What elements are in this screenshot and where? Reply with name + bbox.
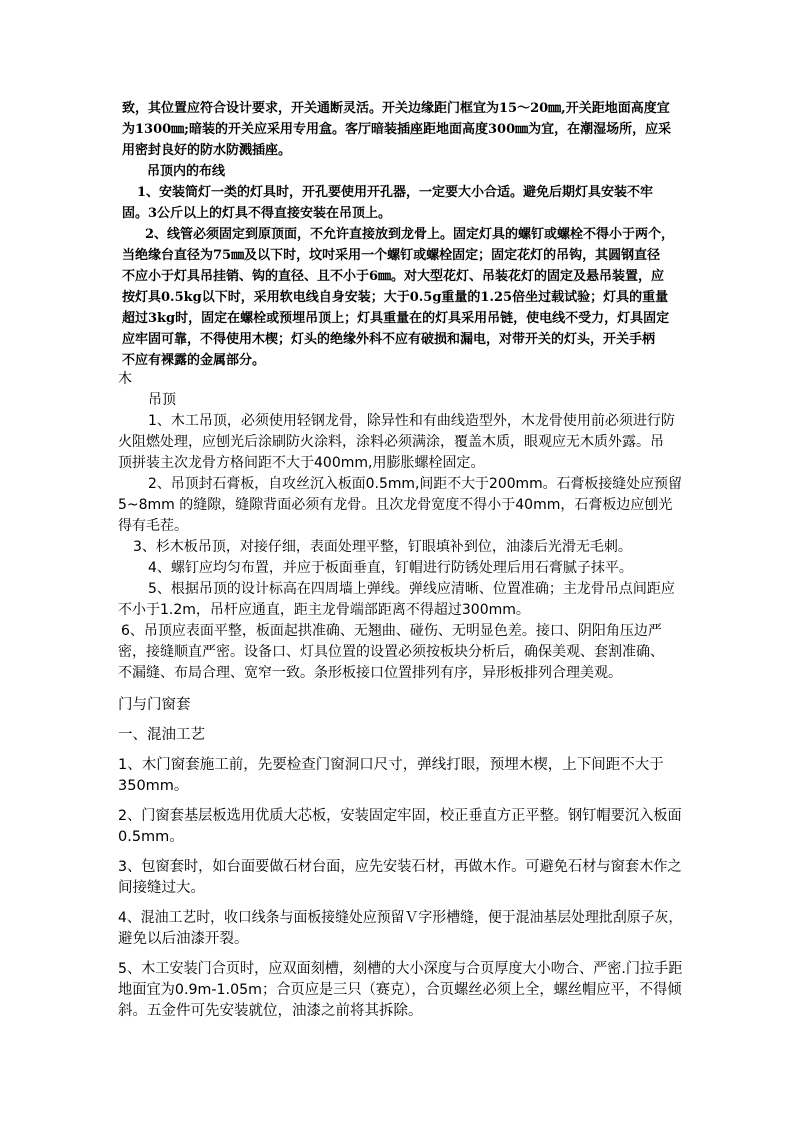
paragraph-line: 固。3公斤以上的灯具不得直接安装在吊顶上。 bbox=[122, 206, 392, 221]
paragraph-line: 应牢固可靠，不得使用木楔；灯头的绝缘外科不应有破损和漏电，对带开关的灯头，开关手柄 bbox=[122, 332, 656, 347]
paragraph-line: 3、杉木板吊顶，对接仔细，表面处理平整，钉眼填补到位，油漆后光滑无毛刺。 bbox=[133, 539, 632, 555]
paragraph-line: 不小于1.2m，吊杆应通直，距主龙骨端部距离不得超过300mm。 bbox=[118, 602, 530, 618]
list-item-line: 间接缝过大。 bbox=[118, 880, 205, 896]
section-title: 门与门窗套 bbox=[118, 697, 191, 713]
list-item-line: 地面宜为0.9m-1.05m；合页应是三只（赛克），合页螺丝必须上全，螺丝帽应平，不得倾 bbox=[118, 982, 682, 998]
paragraph-line: 按灯具0.5kg以下时，采用软电线自身安装；大于0.5g重量的1.25倍坐过载试验；灯具的重量 bbox=[122, 290, 669, 305]
list-item-line: 5、木工安装门合页时，应双面刻槽，刻槽的大小深度与合页厚度大小吻合、严密.门拉手距 bbox=[118, 961, 683, 977]
paragraph-line: 为1300㎜;暗装的开关应采用专用盒。客厅暗装插座距地面高度300㎜为宜，在潮湿场所，应采 bbox=[122, 122, 672, 137]
paragraph-line: 4、螺钉应均匀布置，并应于板面垂直，钉帽进行防锈处理后用石膏腻子抹平。 bbox=[148, 560, 633, 576]
section-heading: 吊顶内的布线 bbox=[147, 164, 226, 179]
paragraph-line: 5、根据吊顶的设计标高在四周墙上弹线。弹线应清晰、位置准确；主龙骨吊点间距应 bbox=[148, 581, 675, 597]
paragraph-line: 当绝缘台直径为75㎜及以下时，坟吋采用一个螺钉或螺栓固定；固定花灯的吊钩，其圆钢直径 bbox=[122, 248, 661, 263]
paragraph-line: 6、吊顶应表面平整，板面起拱准确、无翘曲、碰伤、无明显色差。接口、阴阳角压边严 bbox=[121, 623, 662, 639]
paragraph-line: 5~8mm 的缝隙，缝隙背面必须有龙骨。且次龙骨宽度不得小于40mm，石膏板边应刨光 bbox=[118, 497, 673, 513]
paragraph-line: 1、木工吊顶，必须使用轻钢龙骨，除异性和有曲线造型外，木龙骨使用前必须进行防 bbox=[148, 413, 675, 429]
list-item-line: 3、包窗套时，如台面要做石材台面，应先安装石材，再做木作。可避免石材与窗套木作之 bbox=[118, 859, 682, 875]
paragraph-line: 致，其位置应符合设计要求，开关通断灵活。开关边缘距门框宜为15～20㎜,开关距地面高度宜 bbox=[122, 101, 670, 116]
list-item-line: 0.5mm。 bbox=[118, 829, 184, 845]
paragraph-line: 顶拼装主次龙骨方格间距不大于400mm,用膨胀螺栓固定。 bbox=[118, 455, 485, 471]
paragraph-line: 得有毛茬。 bbox=[118, 518, 188, 534]
paragraph-line: 1、安装筒灯一类的灯具时，开孔要使用开孔器，一定要大小合适。避免后期灯具安装不牢 bbox=[137, 185, 654, 200]
list-item-line: 350mm。 bbox=[118, 778, 189, 794]
section-subtitle: 一、混油工艺 bbox=[118, 727, 205, 743]
list-item-line: 4、混油工艺时，收口线条与面板接缝处应预留Ｖ字形槽缝，便于混油基层处理批刮原子灰， bbox=[118, 910, 683, 926]
paragraph-line: 超过3kg时，固定在螺栓或预埋吊顶上；灯具重量在的灯具采用吊链，使电线不受力，灯具固定 bbox=[122, 311, 670, 326]
paragraph-line: 密，接缝顺直严密。设备口、灯具位置的设置必须按板块分析后，确保美观、套割准确、 bbox=[118, 644, 664, 660]
paragraph-line: 火阻燃处理，应刨光后涂刷防火涂料，涂料必须满涂，覆盖木质，眼观应无木质外露。吊 bbox=[118, 434, 664, 450]
paragraph-line: 不漏缝、布局合理、宽窄一致。条形板接口位置排列有序，异形板排列合理美观。 bbox=[118, 665, 622, 681]
list-item-line: 2、门窗套基层板选用优质大芯板，安装固定牢固，校正垂直方正平整。钢钉帽要沉入板面 bbox=[118, 808, 682, 824]
list-item-line: 1、木门窗套施工前，先要检查门窗洞口尺寸，弹线打眼，预埋木楔，上下间距不大于 bbox=[118, 757, 664, 773]
paragraph-line: 不应有裸露的金属部分。 bbox=[122, 353, 266, 368]
list-item-line: 避免以后油漆开裂。 bbox=[118, 931, 249, 947]
paragraph-line: 2、线管必须固定到原顶面，不允许直接放到龙骨上。固定灯具的螺钉或螺栓不得小于两个， bbox=[145, 227, 675, 242]
paragraph-line: 用密封良好的防水防溅插座。 bbox=[122, 143, 292, 158]
stray-character: 木 bbox=[118, 371, 132, 387]
paragraph-line: 不应小于灯具吊挂销、钩的直径、且不小于6㎜。对大型花灯、吊装花灯的固定及悬吊装置，应 bbox=[122, 269, 665, 284]
list-item-line: 斜。五金件可先安装就位，油漆之前将其拆除。 bbox=[118, 1003, 423, 1019]
paragraph-line: 2、吊顶封石膏板，自攻丝沉入板面0.5mm,间距不大于200mm。石膏板接缝处应预留 bbox=[148, 476, 682, 492]
section-heading: 吊顶 bbox=[148, 392, 176, 408]
